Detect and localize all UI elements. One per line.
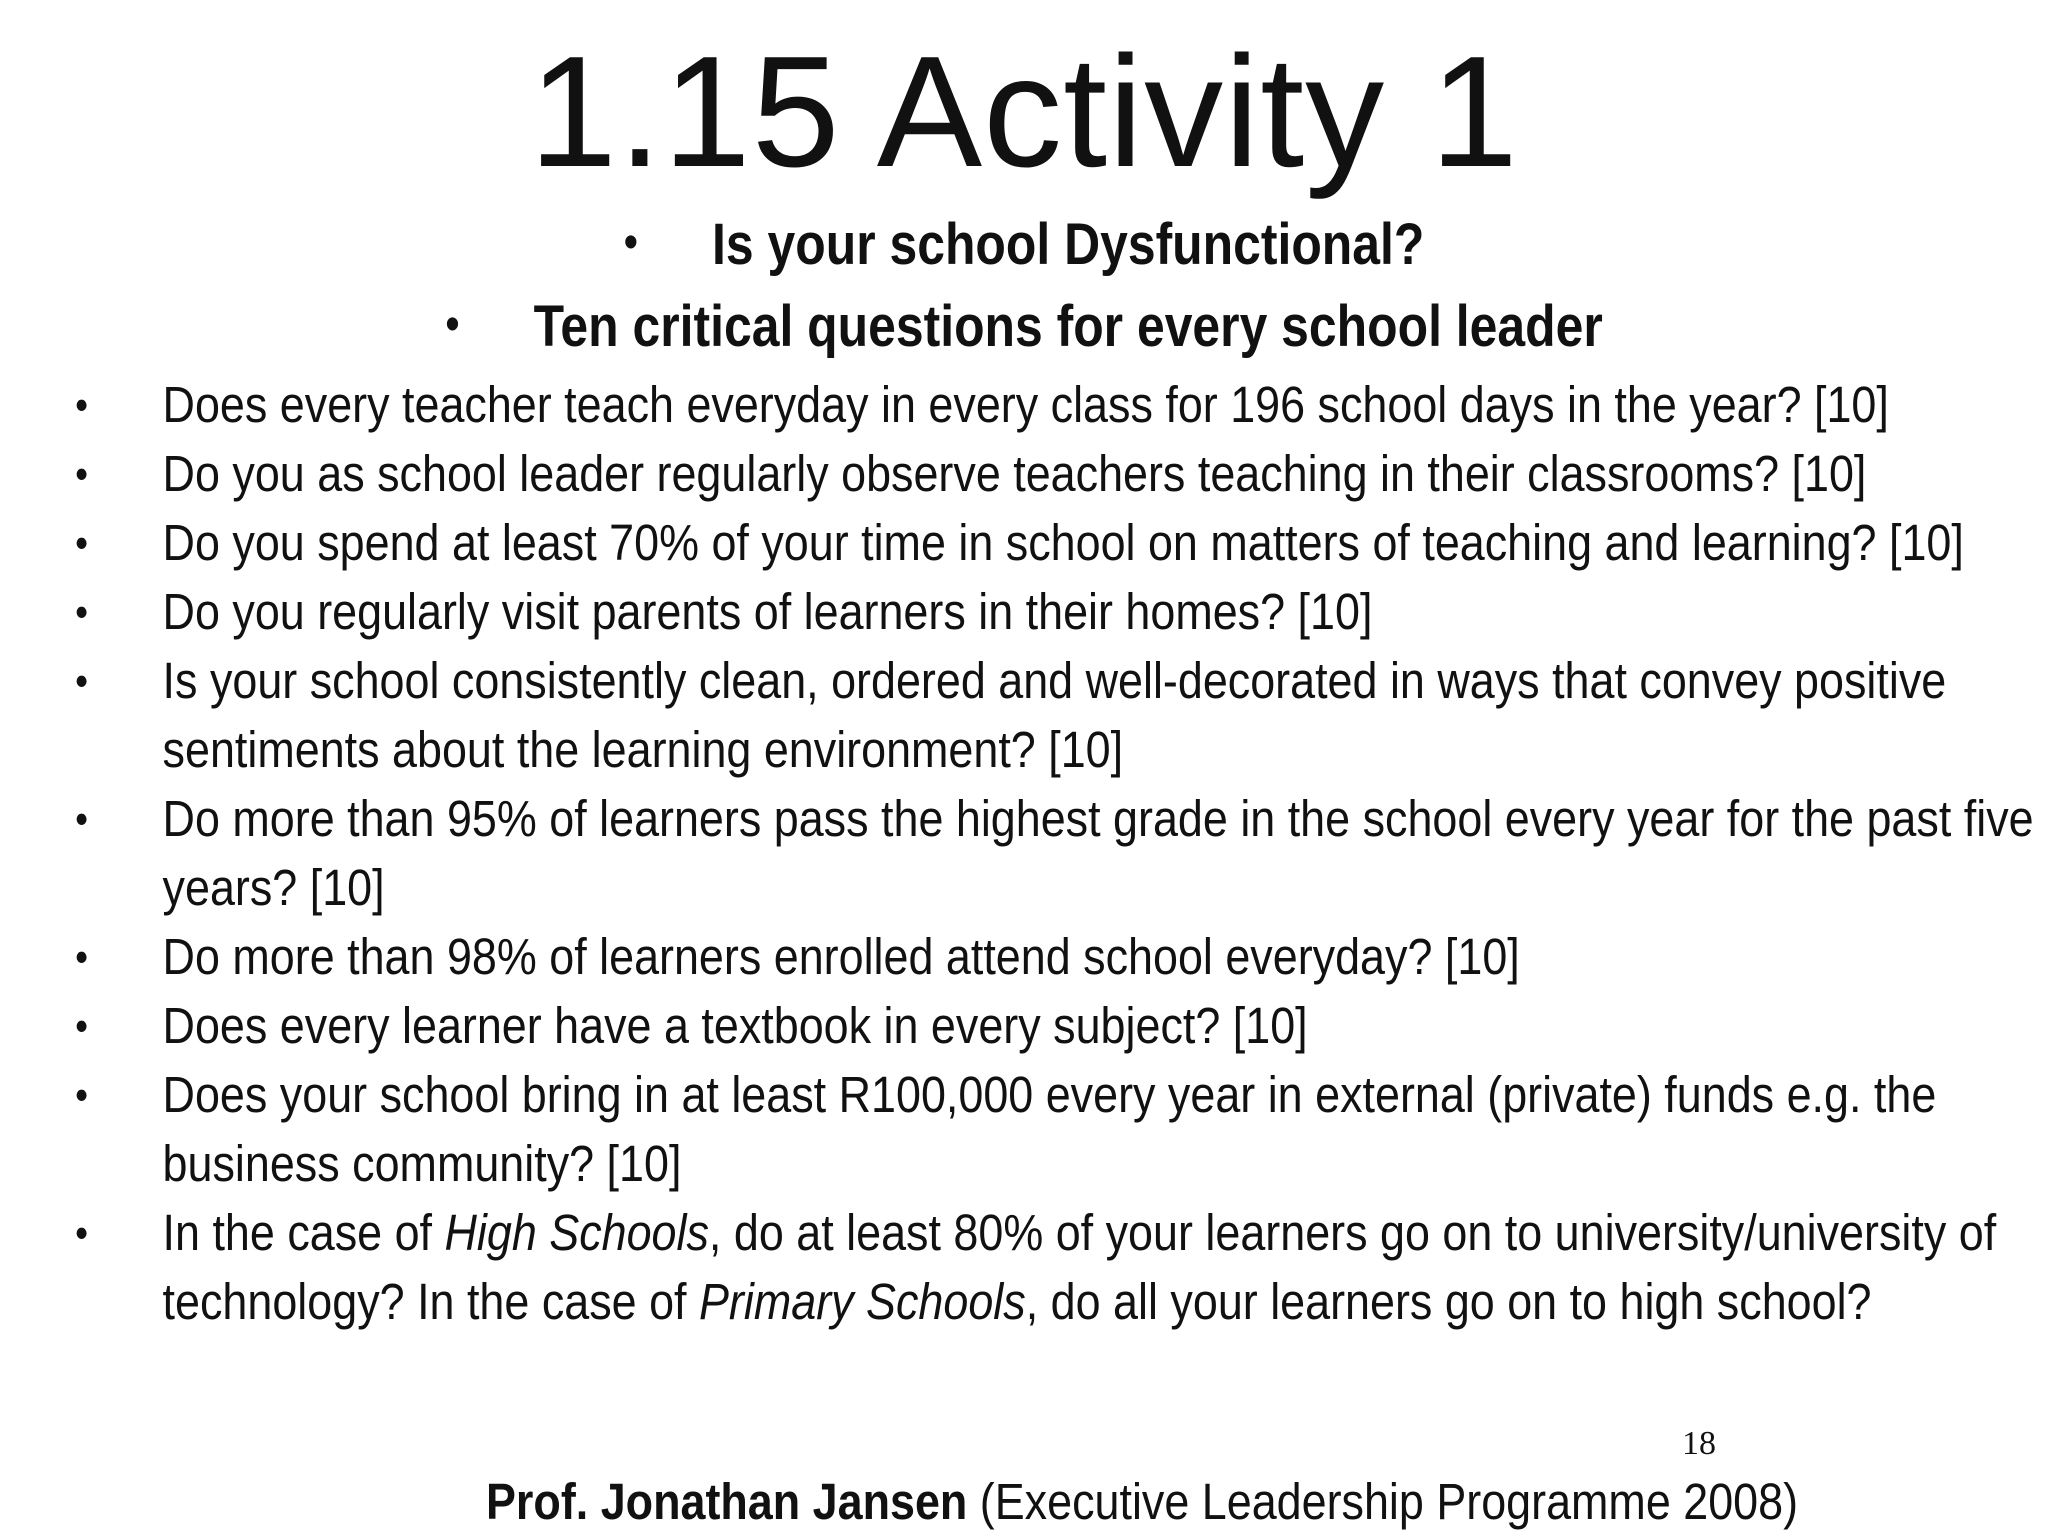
attribution-source: (Executive Leadership Programme 2008) — [967, 1473, 1799, 1530]
subtitle-dysfunctional — [143, 210, 1904, 278]
question-text: Do more than 98% of learners enrolled attend school everyday? [10] — [162, 928, 1520, 985]
question-item — [64, 577, 2046, 646]
bullet-icon: • — [75, 588, 89, 635]
question-item — [64, 922, 2046, 991]
question-text-part: In the case of — [162, 1204, 445, 1261]
question-item — [64, 508, 2046, 577]
question-item — [64, 784, 2046, 922]
question-text: Is your school consistently clean, ordered and well-decorated in ways that convey positive sentiments about the learning environment? [10] — [162, 652, 1947, 778]
bullet-icon: • — [75, 519, 89, 566]
question-item — [64, 991, 2046, 1060]
question-item — [64, 370, 2046, 439]
question-text: Do you regularly visit parents of learners in their homes? [10] — [162, 583, 1373, 640]
subtitle-text: Ten critical questions for every school leader — [533, 294, 1603, 359]
bullet-icon: • — [75, 657, 89, 704]
bullet-icon: • — [75, 795, 89, 842]
question-text: Does your school bring in at least R100,000 every year in external (private) funds e.g. the business community? [10] — [162, 1066, 1937, 1192]
subtitle-text: Is your school Dysfunctional? — [712, 212, 1425, 277]
question-item — [64, 646, 2046, 784]
question-item — [64, 1060, 2046, 1198]
question-item — [64, 1198, 2046, 1336]
bullet-icon: • — [75, 381, 89, 428]
bullet-icon: • — [75, 1002, 89, 1049]
bullet-icon: • — [75, 933, 89, 980]
bullet-icon: • — [75, 450, 89, 497]
question-text: Do more than 95% of learners pass the highest grade in the school every year for the past five years? [10] — [162, 790, 2034, 916]
slide-title: 1.15 Activity 1 — [529, 24, 1519, 200]
page-number: 18 — [1682, 1425, 1716, 1462]
question-text-part: , do all your learners go on to high school? — [1025, 1273, 1872, 1330]
question-text: Does every teacher teach everyday in every class for 196 school days in the year? [10] — [162, 376, 1889, 433]
subtitle-ten-questions — [143, 292, 1904, 360]
question-text: Does every learner have a textbook in every subject? [10] — [162, 997, 1308, 1054]
emphasis-primary-schools: Primary Schools — [699, 1273, 1026, 1330]
attribution — [486, 1470, 1798, 1534]
bullet-icon: • — [75, 1071, 89, 1118]
bullet-icon: • — [75, 1209, 89, 1256]
question-text: Do you as school leader regularly observe teachers teaching in their classrooms? [10] — [162, 445, 1867, 502]
bullet-icon: • — [445, 298, 460, 351]
question-text: Do you spend at least 70% of your time in school on matters of teaching and learning? [10] — [162, 514, 1964, 571]
bullet-icon: • — [623, 216, 639, 269]
attribution-author: Prof. Jonathan Jansen — [486, 1473, 968, 1530]
questions-list — [64, 370, 2034, 1336]
question-item — [64, 439, 2046, 508]
question-text-part: , do at least 80% of your learners go on to university/university of technology? In the case of — [162, 1204, 1997, 1330]
emphasis-high-schools: High Schools — [444, 1204, 709, 1261]
